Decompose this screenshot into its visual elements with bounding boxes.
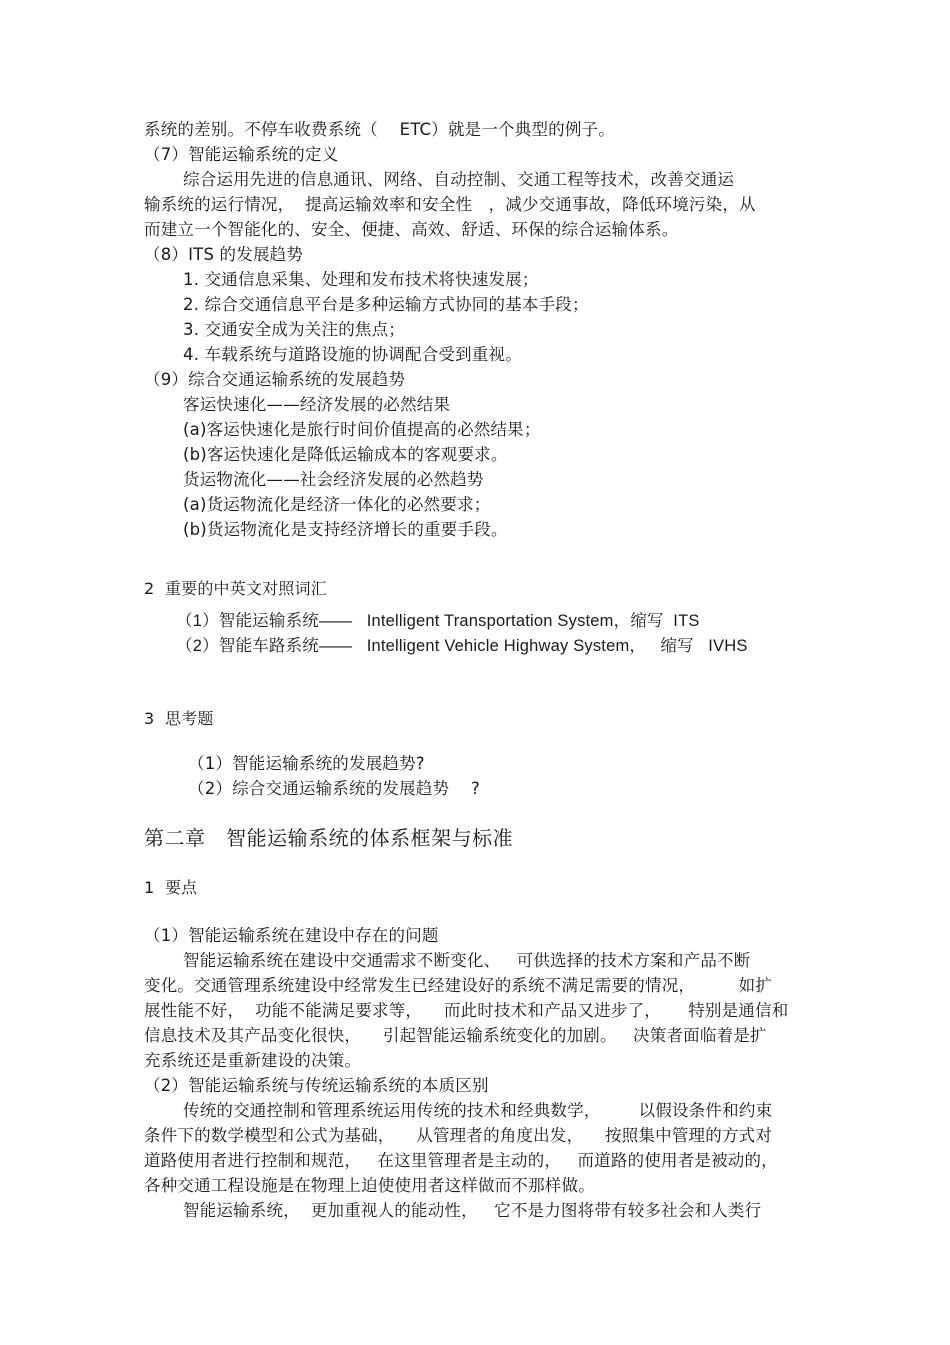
list-item: (b)客运快速化是降低运输成本的客观要求。	[183, 445, 508, 464]
list-item: 3. 交通安全成为关注的焦点；	[183, 320, 405, 339]
list-item: 4. 车载系统与道路设施的协调配合受到重视。	[183, 345, 522, 364]
section-heading: 1 要点	[144, 878, 198, 897]
glossary-item: （2）智能车路系统—— Intelligent Vehicle Highway System， 缩写 IVHS	[176, 637, 748, 655]
paragraph-line: 传统的交通控制和管理系统运用传统的技术和经典数学， 以假设条件和约束	[183, 1101, 773, 1120]
paragraph-line: 展性能不好， 功能不能满足要求等， 而此时技术和产品又进步了， 特别是通信和	[144, 1001, 789, 1020]
paragraph-line: 综合运用先进的信息通讯、网络、自动控制、交通工程等技术，改善交通运	[183, 170, 735, 189]
list-item: (a)货运物流化是经济一体化的必然要求；	[183, 495, 491, 514]
list-item: 1. 交通信息采集、处理和发布技术将快速发展；	[183, 270, 539, 289]
text-line: 货运物流化——社会经济发展的必然趋势	[183, 470, 484, 489]
paragraph-line: 变化。交通管理系统建设中经常发生已经建设好的系统不满足需要的情况， 如扩	[144, 976, 773, 995]
question-item: （2）综合交通运输系统的发展趋势 ?	[188, 779, 480, 798]
section-heading: 2 重要的中英文对照词汇	[144, 579, 327, 598]
list-item: 2. 综合交通信息平台是多种运输方式协同的基本手段；	[183, 295, 589, 314]
paragraph-line: 而建立一个智能化的、安全、便捷、高效、舒适、环保的综合运输体系。	[144, 220, 679, 239]
text-line: 系统的差别。不停车收费系统（ ETC）就是一个典型的例子。	[144, 120, 615, 139]
section-heading: （2）智能运输系统与传统运输系统的本质区别	[144, 1076, 489, 1095]
section-heading: （9）综合交通运输系统的发展趋势	[144, 370, 406, 389]
section-heading: （1）智能运输系统在建设中存在的问题	[144, 926, 439, 945]
paragraph-line: 各种交通工程设施是在物理上迫使使用者这样做而不那样做。	[144, 1176, 595, 1195]
paragraph-line: 条件下的数学模型和公式为基础， 从管理者的角度出发， 按照集中管理的方式对	[144, 1126, 773, 1145]
paragraph-line: 输系统的运行情况， 提高运输效率和安全性 ，减少交通事故，降低环境污染，从	[144, 195, 756, 214]
section-heading: （7）智能运输系统的定义	[144, 145, 339, 164]
paragraph-line: 道路使用者进行控制和规范， 在这里管理者是主动的， 而道路的使用者是被动的，	[144, 1151, 778, 1170]
question-item: （1）智能运输系统的发展趋势?	[188, 754, 425, 773]
section-heading: （8）ITS 的发展趋势	[144, 245, 304, 264]
chapter-title: 第二章 智能运输系统的体系框架与标准	[144, 826, 514, 850]
list-item: (b)货运物流化是支持经济增长的重要手段。	[183, 520, 508, 539]
glossary-item: （1）智能运输系统—— Intelligent Transportation System，缩写 ITS	[176, 612, 700, 630]
section-heading: 3 思考题	[144, 709, 214, 728]
paragraph-line: 充系统还是重新建设的决策。	[144, 1051, 362, 1070]
text-line: 客运快速化——经济发展的必然结果	[183, 395, 451, 414]
list-item: (a)客运快速化是旅行时间价值提高的必然结果；	[183, 420, 541, 439]
paragraph-line: 信息技术及其产品变化很快， 引起智能运输系统变化的加剧。 决策者面临着是扩	[144, 1026, 767, 1045]
paragraph-line: 智能运输系统， 更加重视人的能动性， 它不是力图将带有较多社会和人类行	[183, 1201, 762, 1220]
paragraph-line: 智能运输系统在建设中交通需求不断变化、 可供选择的技术方案和产品不断	[183, 951, 751, 970]
